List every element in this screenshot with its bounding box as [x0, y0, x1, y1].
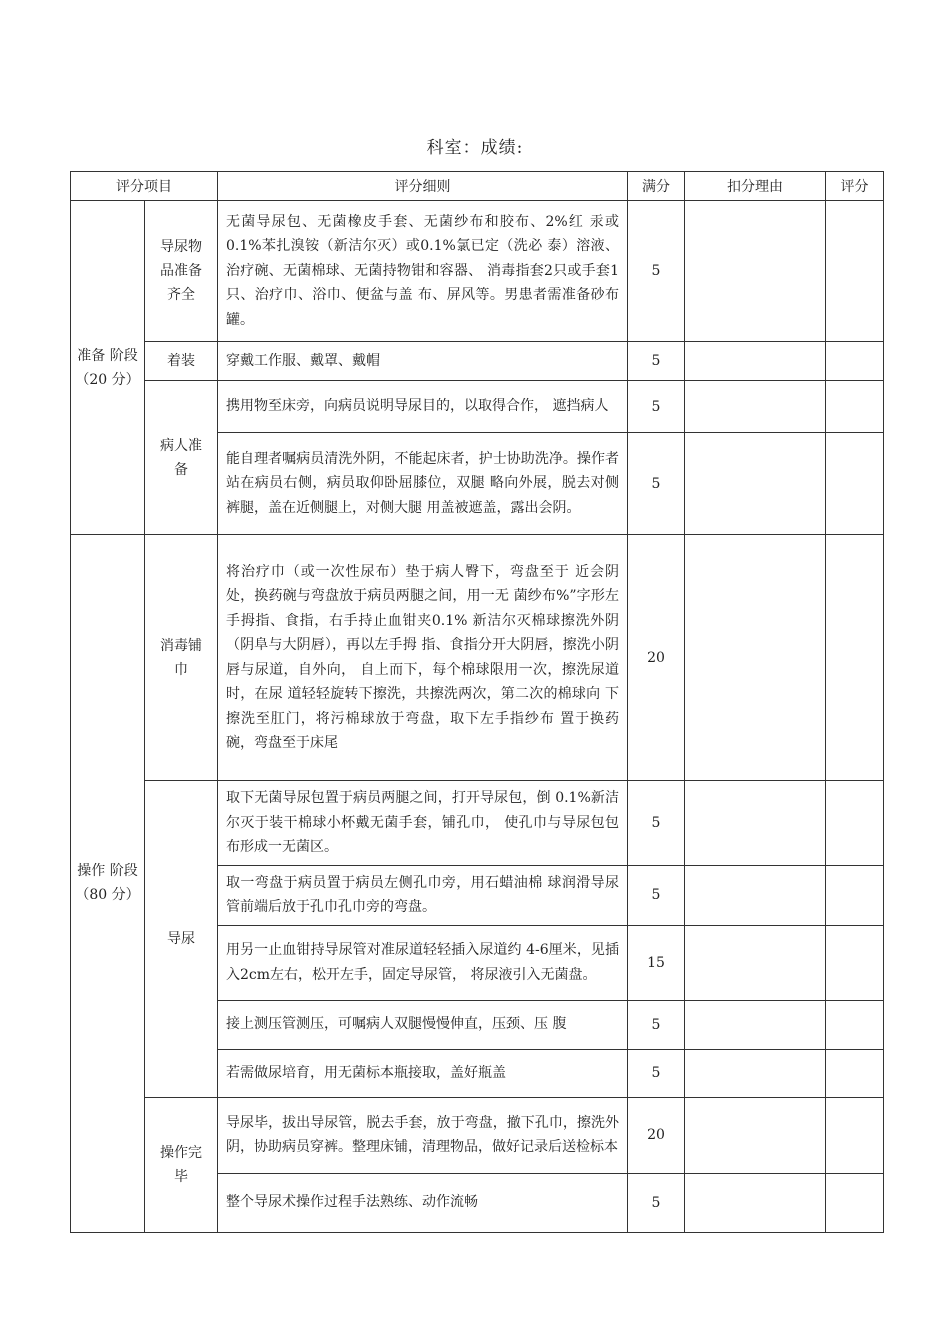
deduction-reason-cell[interactable] — [685, 433, 826, 535]
detail-cell: 用另一止血钳持导尿管对准尿道轻轻插入尿道约 4-6厘米，见插入2cm左右，松开左手，固定导尿管， 将尿液引入无菌盘。 — [218, 925, 628, 1000]
full-score-cell: 15 — [628, 925, 685, 1000]
sub-item-supplies: 导尿物品准备齐全 — [145, 201, 218, 342]
sub-item-attire: 着装 — [145, 342, 218, 381]
score-cell[interactable] — [826, 1173, 884, 1232]
table-row — [71, 381, 884, 433]
table-row — [71, 535, 884, 781]
full-score-cell: 5 — [628, 342, 685, 381]
deduction-reason-cell[interactable] — [685, 1000, 826, 1049]
col-header-full-score: 满分 — [628, 172, 685, 201]
score-cell[interactable] — [826, 1049, 884, 1097]
score-cell[interactable] — [826, 1000, 884, 1049]
table-row — [71, 781, 884, 866]
table-row — [71, 1097, 884, 1173]
table-row — [71, 201, 884, 342]
detail-cell: 整个导尿术操作过程手法熟练、动作流畅 — [218, 1173, 628, 1232]
full-score-cell: 20 — [628, 535, 685, 781]
score-cell[interactable] — [826, 342, 884, 381]
score-cell[interactable] — [826, 1097, 884, 1173]
full-score-cell: 5 — [628, 781, 685, 866]
detail-cell: 将治疗巾（或一次性尿布）垫于病人臀下，弯盘至于 近会阴处，换药碗与弯盘放于病员两腿之间，用一无 菌纱布%”字形左手拇指、食指，右手持止血钳夹0.1% 新洁尔灭棉球擦洗外阴（阴阜与大阴唇），再以左手拇 指、食指分开大阴唇，擦洗小阴唇与尿道，自外向， 自上而下，每个棉球限用一次，擦洗尿道时，在尿 道轻轻旋转下擦洗，共擦洗两次，第二次的棉球向 下擦洗至肛门，将污棉球放于弯盘，取下左手指纱布 置于换药碗，弯盘至于床尾 — [218, 535, 628, 781]
col-header-deduction-reason: 扣分理由 — [685, 172, 826, 201]
scoring-table — [70, 171, 884, 1233]
full-score-cell: 5 — [628, 865, 685, 925]
full-score-cell: 20 — [628, 1097, 685, 1173]
detail-cell: 导尿毕，拔出导尿管，脱去手套，放于弯盘，撤下孔巾，擦洗外阴，协助病员穿裤。整理床铺，清理物品，做好记录后送检标本 — [218, 1097, 628, 1173]
sub-item-catheterization: 导尿 — [145, 781, 218, 1098]
score-cell[interactable] — [826, 433, 884, 535]
table-row — [71, 342, 884, 381]
col-header-item: 评分项目 — [71, 172, 218, 201]
full-score-cell: 5 — [628, 1049, 685, 1097]
full-score-cell: 5 — [628, 433, 685, 535]
score-cell[interactable] — [826, 535, 884, 781]
score-cell[interactable] — [826, 925, 884, 1000]
deduction-reason-cell[interactable] — [685, 342, 826, 381]
detail-cell: 接上测压管测压，可嘱病人双腿慢慢伸直，压颈、压 腹 — [218, 1000, 628, 1049]
detail-cell: 取一弯盘于病员置于病员左侧孔巾旁，用石蜡油棉 球润滑导尿管前端后放于孔巾孔巾旁的弯盘。 — [218, 865, 628, 925]
sub-item-completion: 操作完毕 — [145, 1097, 218, 1232]
score-cell[interactable] — [826, 381, 884, 433]
deduction-reason-cell[interactable] — [685, 535, 826, 781]
detail-cell: 携用物至床旁，向病员说明导尿目的，以取得合作， 遮挡病人 — [218, 381, 628, 433]
full-score-cell: 5 — [628, 1000, 685, 1049]
deduction-reason-cell[interactable] — [685, 201, 826, 342]
full-score-cell: 5 — [628, 1173, 685, 1232]
deduction-reason-cell[interactable] — [685, 865, 826, 925]
deduction-reason-cell[interactable] — [685, 1049, 826, 1097]
sub-item-patient-prep: 病人准备 — [145, 381, 218, 535]
deduction-reason-cell[interactable] — [685, 925, 826, 1000]
score-cell[interactable] — [826, 201, 884, 342]
col-header-score: 评分 — [826, 172, 884, 201]
detail-cell: 穿戴工作服、戴罩、戴帽 — [218, 342, 628, 381]
deduction-reason-cell[interactable] — [685, 1097, 826, 1173]
deduction-reason-cell[interactable] — [685, 781, 826, 866]
detail-cell: 能自理者嘱病员清洗外阴，不能起床者，护士协助洗净。操作者站在病员右侧，病员取仰卧屈膝位，双腿 略向外展，脱去对侧裤腿，盖在近侧腿上，对侧大腿 用盖被遮盖，露出会阴。 — [218, 433, 628, 535]
sub-item-disinfection: 消毒铺巾 — [145, 535, 218, 781]
score-cell[interactable] — [826, 781, 884, 866]
detail-cell: 无菌导尿包、无菌橡皮手套、无菌纱布和胶布、2%红 汞或0.1%苯扎溴铵（新洁尔灭）或0.1%氯已定（洗必 泰）溶液、治疗碗、无菌棉球、无菌持物钳和容器、 消毒指套2只或手套1只、治疗巾、浴巾、便盆与盖 布、屏风等。男患者需准备砂布罐。 — [218, 201, 628, 342]
full-score-cell: 5 — [628, 381, 685, 433]
deduction-reason-cell[interactable] — [685, 1173, 826, 1232]
col-header-detail: 评分细则 — [218, 172, 628, 201]
detail-cell: 若需做尿培育，用无菌标本瓶接取，盖好瓶盖 — [218, 1049, 628, 1097]
phase-operation: 操作 阶段（80 分） — [71, 535, 145, 1233]
score-cell[interactable] — [826, 865, 884, 925]
full-score-cell: 5 — [628, 201, 685, 342]
deduction-reason-cell[interactable] — [685, 381, 826, 433]
header-row — [71, 172, 884, 201]
phase-prep: 准备 阶段（20 分） — [71, 201, 145, 535]
detail-cell: 取下无菌导尿包置于病员两腿之间，打开导尿包，倒 0.1%新洁尔灭于装干棉球小杯戴无菌手套，铺孔巾， 使孔巾与导尿包包布形成一无菌区。 — [218, 781, 628, 866]
page-title: 科室：成绩: — [426, 138, 524, 158]
